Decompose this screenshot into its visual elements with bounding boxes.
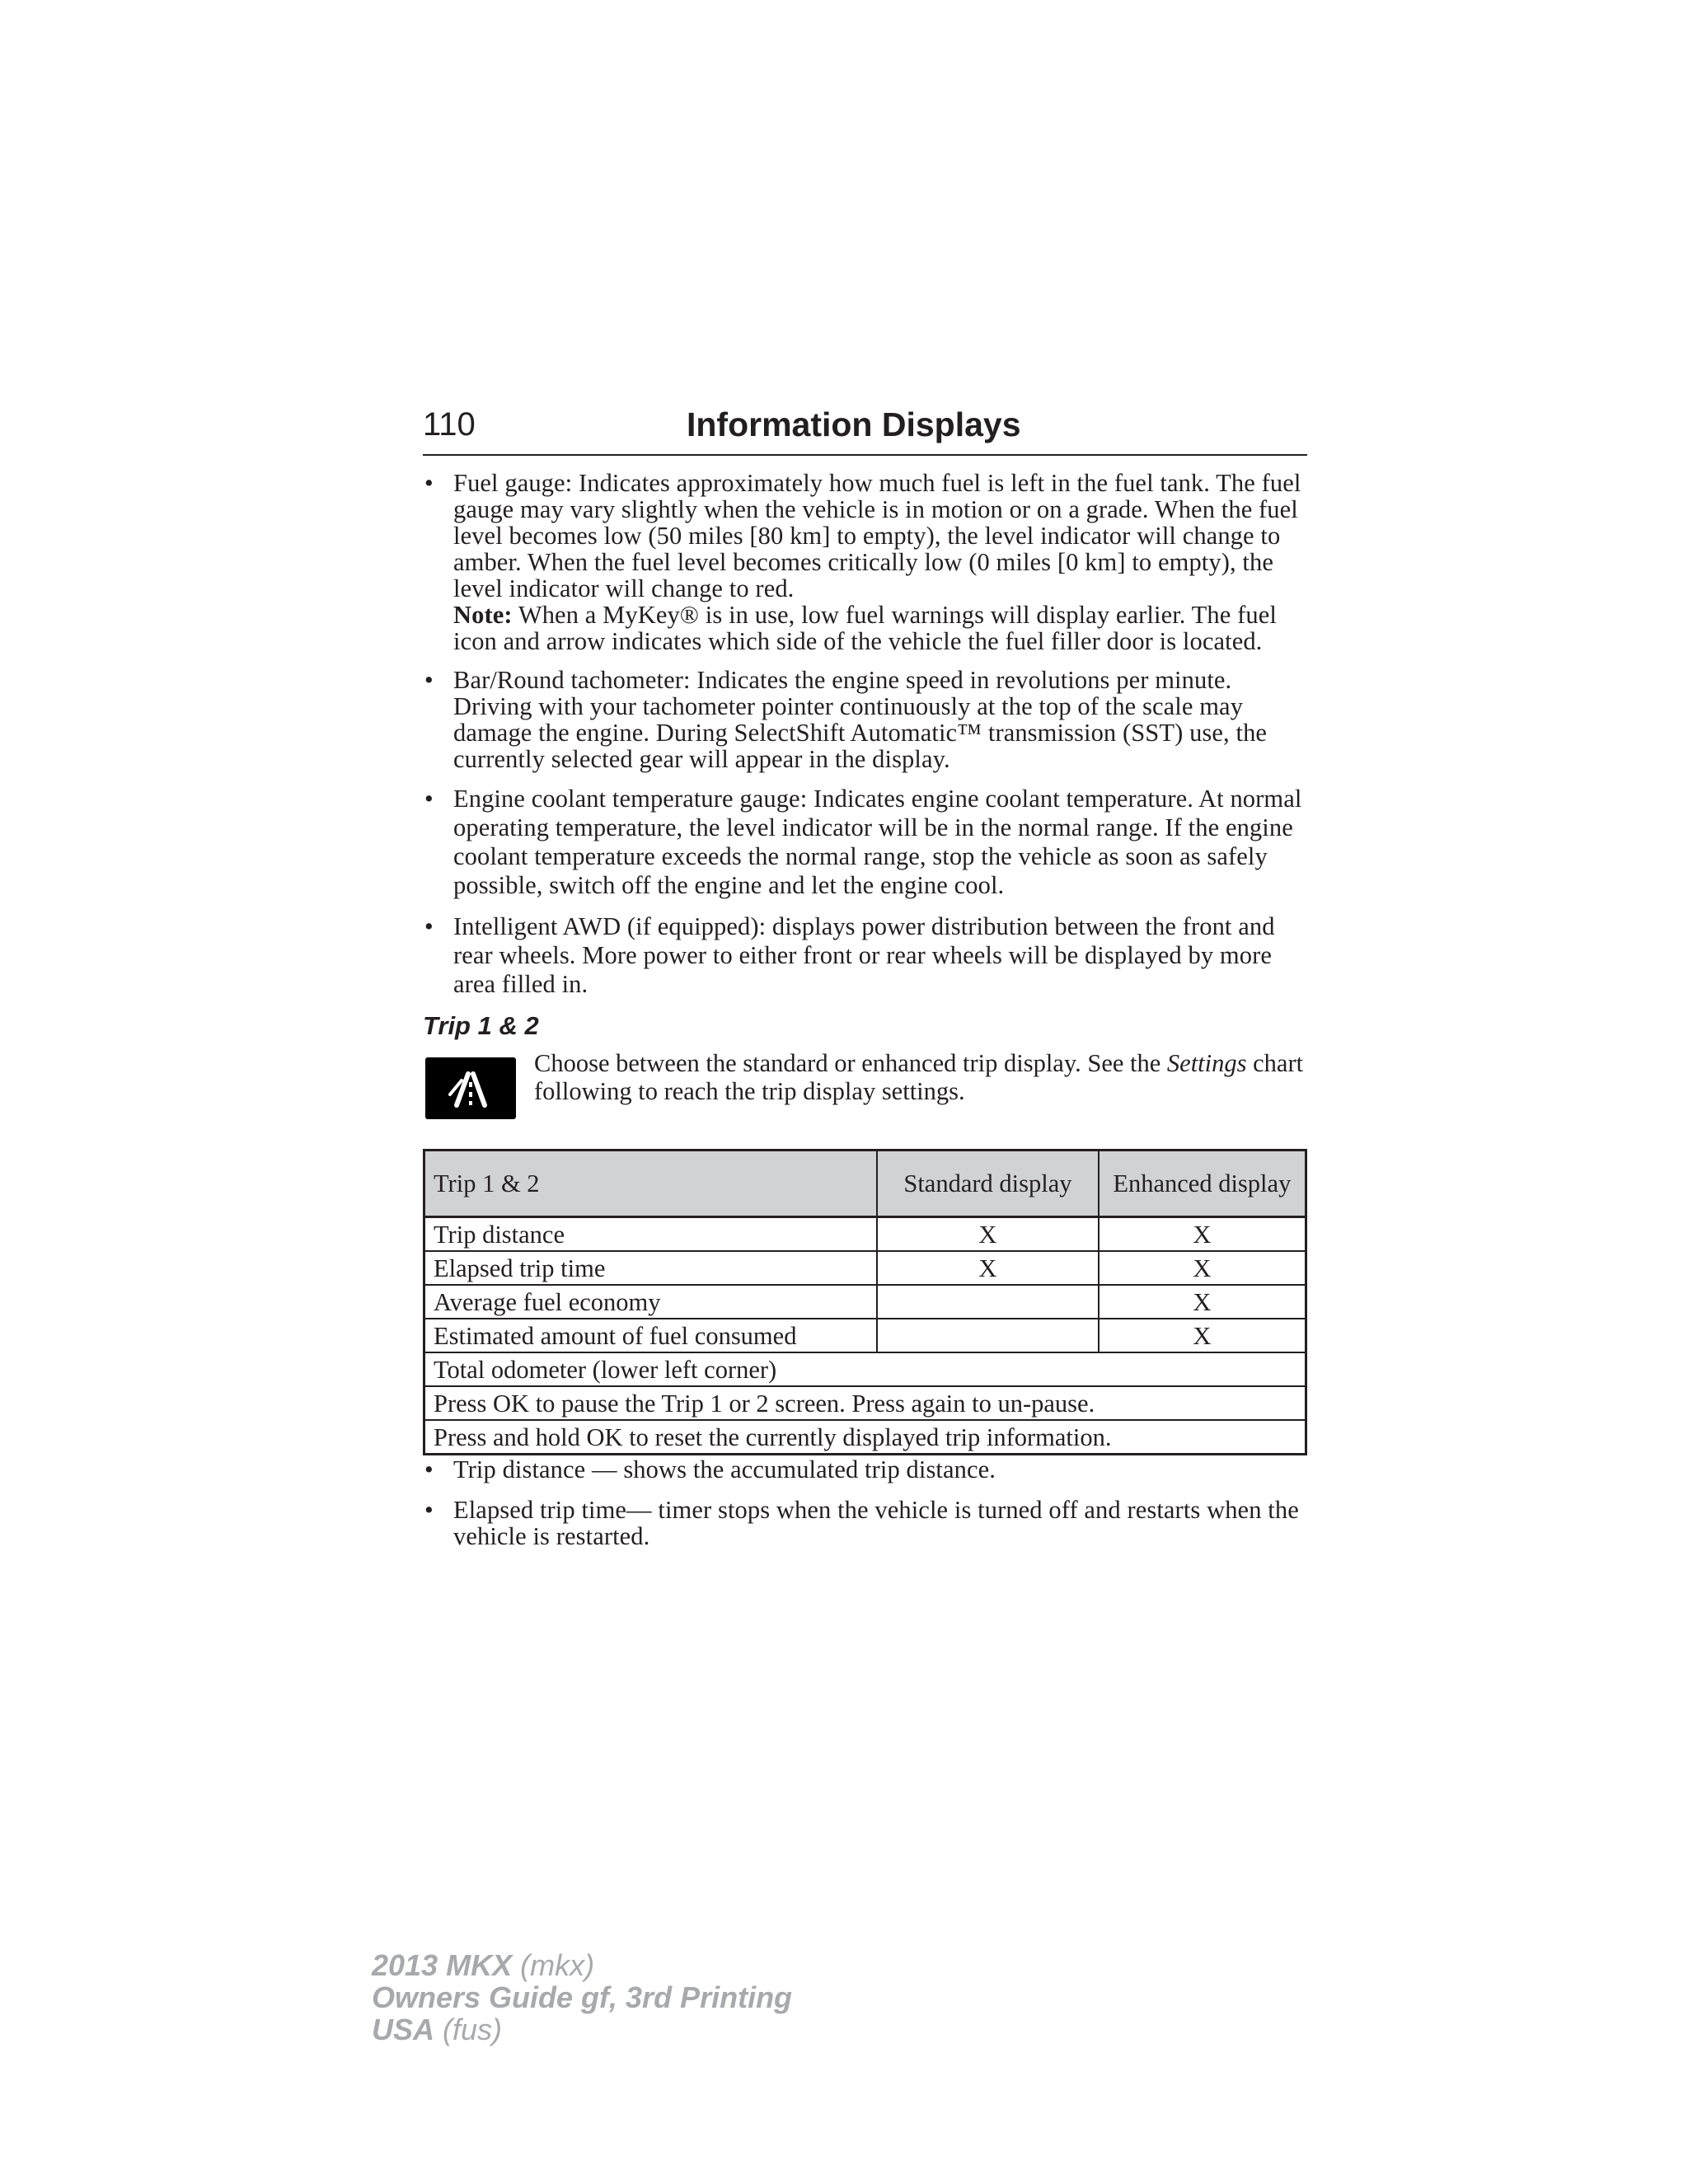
table-cell: Estimated amount of fuel consumed	[424, 1319, 878, 1352]
table-cell: Press OK to pause the Trip 1 or 2 screen. Press again to un-pause.	[424, 1386, 1306, 1420]
footer-model: 2013 MKX	[372, 1948, 513, 1982]
trip-road-icon	[425, 1057, 516, 1119]
table-cell: X	[1099, 1251, 1306, 1285]
table-cell: X	[1099, 1217, 1306, 1252]
footer-line	[372, 1949, 792, 1981]
footer-market-code: (fus)	[434, 2013, 503, 2046]
table-row	[424, 1319, 1306, 1352]
table-cell	[877, 1319, 1099, 1352]
table-cell: X	[1099, 1285, 1306, 1319]
footer-line	[372, 2013, 792, 2046]
table-row	[424, 1217, 1306, 1252]
section-intro-text	[534, 1049, 1309, 1105]
bullet-intelligent-awd	[423, 912, 1309, 999]
trip-bullet-list	[423, 1455, 1309, 1549]
bullet-fuel-gauge	[423, 470, 1309, 654]
trip-display-table	[423, 1149, 1307, 1455]
table-header-row	[424, 1151, 1306, 1217]
table-row	[424, 1420, 1306, 1455]
page-content	[423, 470, 1309, 1562]
footer-line	[372, 1981, 792, 2013]
bullet-elapsed-trip-time: • Elapsed trip time— timer stops when the vehicle is turned off and restarts when the vehicle is restarted.	[423, 1497, 1309, 1549]
footer-market: USA	[372, 2013, 435, 2046]
table-cell: Elapsed trip time	[424, 1251, 878, 1285]
table-cell: Average fuel economy	[424, 1285, 878, 1319]
section-title: Trip 1 & 2	[423, 1011, 539, 1040]
bullet-text: Fuel gauge: Indicates approximately how much fuel is left in the fuel tank. The fuel gauge may vary slightly when the vehicle is in motion or on a grade. When the fuel level becomes low (50 miles [80 km] to empty), the level indicator will change to amber. When the fuel level becomes critically low (0 miles [0 km] to empty), the level indicator will change to red.	[453, 469, 1301, 602]
table-row	[424, 1251, 1306, 1285]
table-header-cell: Trip 1 & 2	[424, 1151, 878, 1217]
table-cell: X	[1099, 1319, 1306, 1352]
table-cell: Total odometer (lower left corner)	[424, 1352, 1306, 1386]
page-number: 110	[423, 406, 476, 443]
gauge-bullet-list	[423, 470, 1309, 999]
page-header	[423, 400, 1307, 456]
table-header-cell: Enhanced display	[1099, 1151, 1306, 1217]
bullet-coolant-gauge	[423, 785, 1309, 900]
bullet-tachometer	[423, 667, 1309, 772]
table-row	[424, 1285, 1306, 1319]
intro-text-part: chart following to reach the trip display settings.	[534, 1049, 1304, 1105]
note-text: When a MyKey® is in use, low fuel warnings will display earlier. The fuel icon and arrow indicates which side of the vehicle the fuel filler door is located.	[453, 601, 1277, 655]
table-header-cell: Standard display	[877, 1151, 1099, 1217]
bullet-trip-distance: • Trip distance — shows the accumulated trip distance.	[423, 1455, 1309, 1484]
note-label: Note:	[453, 601, 513, 629]
settings-reference: Settings	[1166, 1049, 1247, 1077]
table-cell	[877, 1285, 1099, 1319]
table-row	[424, 1386, 1306, 1420]
footer-model-code: (mkx)	[512, 1948, 595, 1982]
table-cell: X	[877, 1251, 1099, 1285]
footer-guide: Owners Guide gf, 3rd Printing	[372, 1980, 793, 2014]
bullet-text: Intelligent AWD (if equipped): displays power distribution between the front and rear wheels. More power to either front or rear wheels will be displayed by more area filled in.	[453, 912, 1275, 998]
page-title: Information Displays	[687, 405, 1021, 443]
intro-text-part: Choose between the standard or enhanced trip display. See the	[534, 1049, 1167, 1077]
table-cell: Trip distance	[424, 1217, 878, 1252]
bullet-text: Bar/Round tachometer: Indicates the engine speed in revolutions per minute. Driving with your tachometer pointer continuously at the top of the scale may damage the engine. During SelectShift Automatic™ transmission (SST) use, the currently selected gear will appear in the display.	[453, 666, 1268, 773]
bullet-text: Engine coolant temperature gauge: Indicates engine coolant temperature. At normal operating temperature, the level indicator will be in the normal range. If the engine coolant temperature exceeds the normal range, stop the vehicle as soon as safely possible, switch off the engine and let the engine cool.	[453, 785, 1302, 899]
page-footer	[372, 1949, 792, 2046]
table-cell: Press and hold OK to reset the currently displayed trip information.	[424, 1420, 1306, 1455]
table-row	[424, 1352, 1306, 1386]
section-intro	[423, 1049, 1309, 1137]
table-cell: X	[877, 1217, 1099, 1252]
